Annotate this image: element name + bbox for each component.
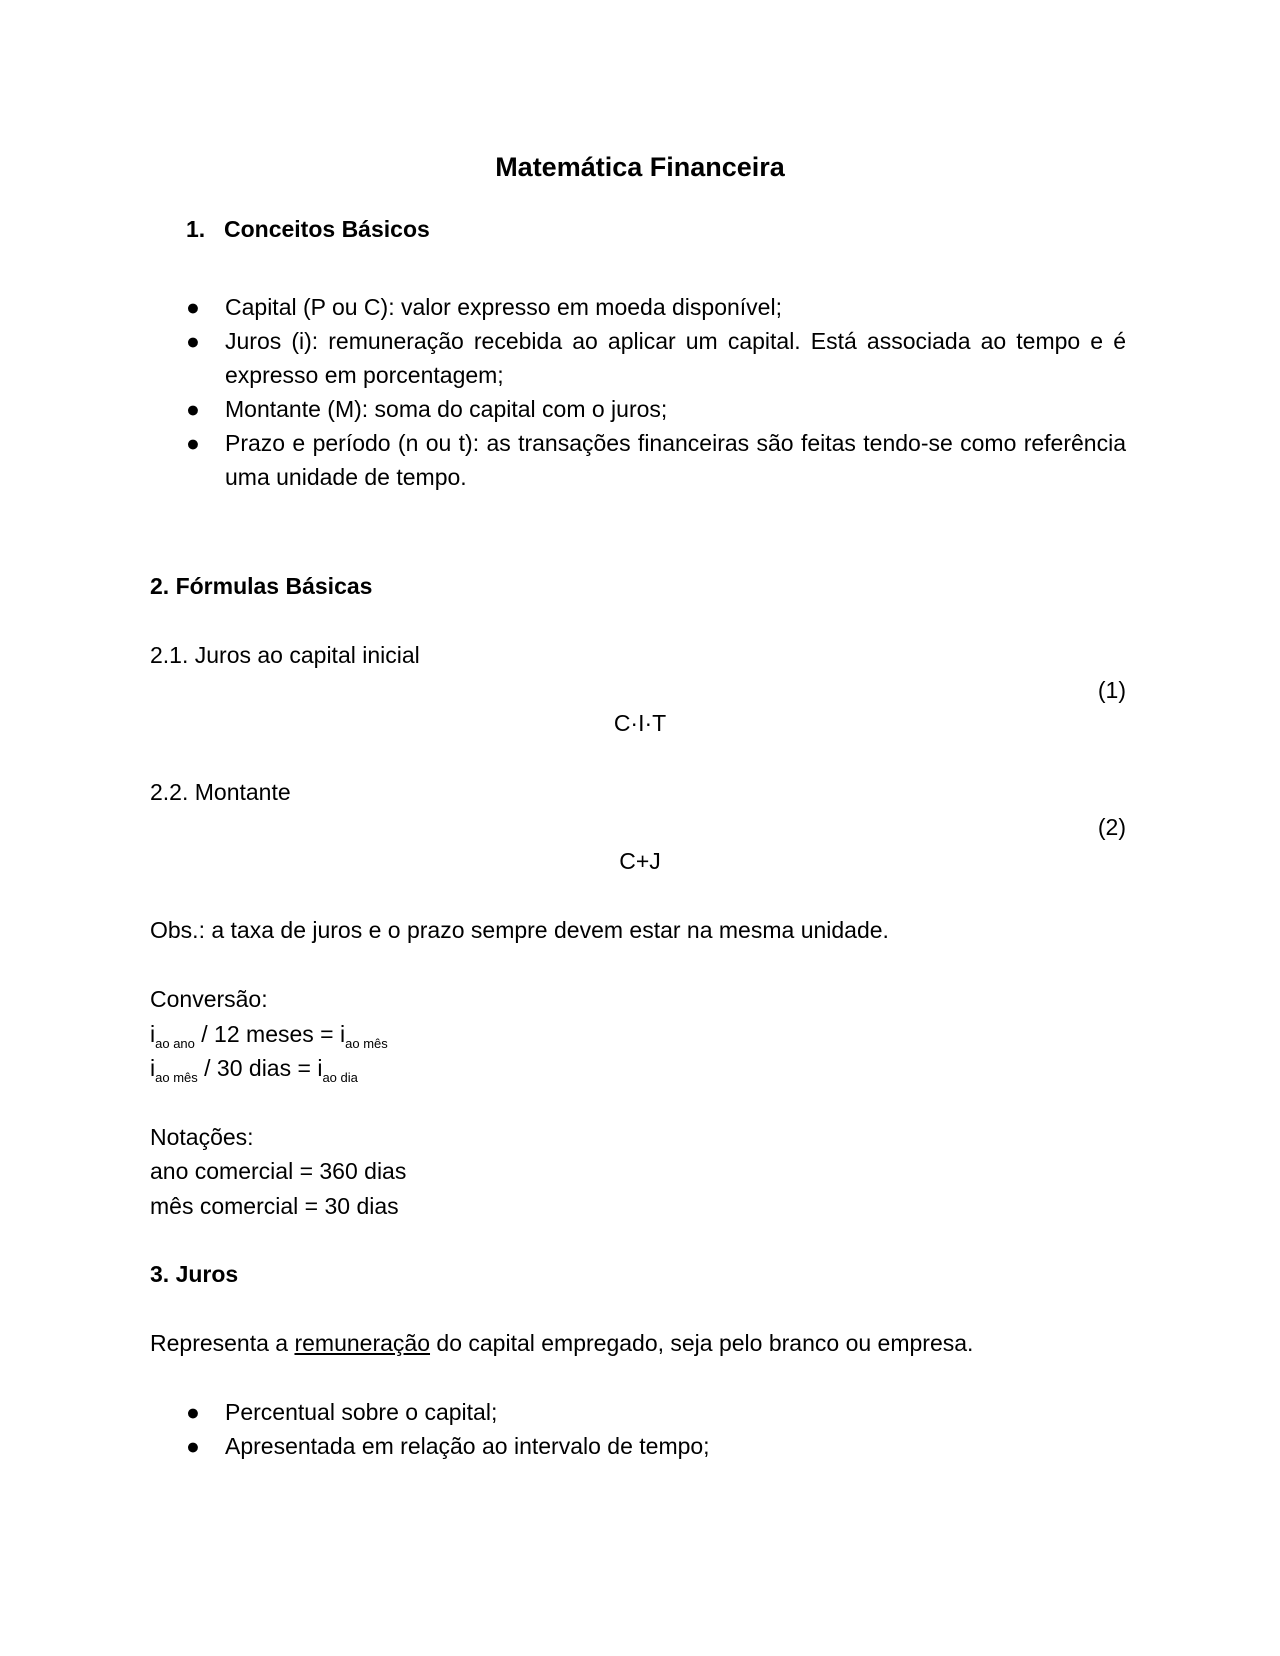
formula-juros: C·I·T xyxy=(613,710,667,736)
list-item-text: Juros (i): remuneração recebida ao aplicar um capital. Está associada ao tempo e é expresso em porcentagem; xyxy=(225,328,1126,388)
bullet-icon: ● xyxy=(186,396,200,422)
list-item xyxy=(150,392,1126,426)
rate-subscript: ao mês xyxy=(345,1036,388,1051)
section-1-title: Conceitos Básicos xyxy=(224,216,430,242)
list-item-text: Capital (P ou C): valor expresso em moeda disponível; xyxy=(225,294,782,320)
paragraph-text: Representa a xyxy=(150,1330,295,1356)
juros-list xyxy=(150,1395,1126,1463)
list-item xyxy=(150,1395,1126,1429)
underlined-term: remuneração xyxy=(294,1330,431,1356)
bullet-icon: ● xyxy=(186,328,200,354)
list-item-text: Apresentada em relação ao intervalo de tempo; xyxy=(225,1433,710,1459)
conversion-operator: / 30 dias = xyxy=(197,1055,318,1081)
section-1-heading xyxy=(186,212,430,246)
notation-item: mês comercial = 30 dias xyxy=(150,1193,399,1219)
rate-subscript: ao ano xyxy=(155,1036,195,1051)
rate-subscript: ao dia xyxy=(322,1070,358,1085)
list-item-text: Prazo e período (n ou t): as transações financeiras são feitas tendo-se como referência uma unidade de tempo. xyxy=(225,430,1126,490)
section-3-heading: 3. Juros xyxy=(150,1261,239,1287)
list-item xyxy=(150,290,1126,324)
list-item xyxy=(150,426,1126,494)
rate-symbol: i xyxy=(317,1055,323,1081)
list-item-text: Montante (M): soma do capital com o juros; xyxy=(225,396,668,422)
observation-text: Obs.: a taxa de juros e o prazo sempre devem estar na mesma unidade. xyxy=(150,917,889,943)
section-2-heading: 2. Fórmulas Básicas xyxy=(150,573,373,599)
bullet-icon: ● xyxy=(186,1433,200,1459)
rate-symbol: i xyxy=(340,1021,346,1047)
page-title: Matemática Financeira xyxy=(495,152,785,182)
notation-item: ano comercial = 360 dias xyxy=(150,1158,407,1184)
paragraph-text: do capital empregado, seja pelo branco ou empresa. xyxy=(430,1330,974,1356)
section-1-number: 1. xyxy=(186,216,206,242)
conversion-operator: / 12 meses = xyxy=(194,1021,340,1047)
formula-montante: C+J xyxy=(619,848,661,874)
subsection-2-2-heading: 2.2. Montante xyxy=(150,779,291,805)
conversion-line-1 xyxy=(150,1017,388,1051)
list-item xyxy=(150,1429,1126,1463)
subsection-2-1-heading: 2.1. Juros ao capital inicial xyxy=(150,642,420,668)
rate-subscript: ao mês xyxy=(155,1070,198,1085)
conversion-label: Conversão: xyxy=(150,986,268,1012)
list-item-text: Percentual sobre o capital; xyxy=(225,1399,498,1425)
list-item xyxy=(150,324,1126,392)
equation-number-2: (2) xyxy=(1097,814,1126,840)
rate-symbol: i xyxy=(150,1021,156,1047)
concepts-list xyxy=(150,290,1126,494)
conversion-line-2 xyxy=(150,1051,358,1085)
rate-symbol: i xyxy=(150,1055,156,1081)
bullet-icon: ● xyxy=(186,430,200,456)
equation-number-1: (1) xyxy=(1097,677,1126,703)
bullet-icon: ● xyxy=(186,1399,200,1425)
juros-paragraph xyxy=(150,1326,973,1360)
bullet-icon: ● xyxy=(186,294,200,320)
notations-label: Notações: xyxy=(150,1124,254,1150)
